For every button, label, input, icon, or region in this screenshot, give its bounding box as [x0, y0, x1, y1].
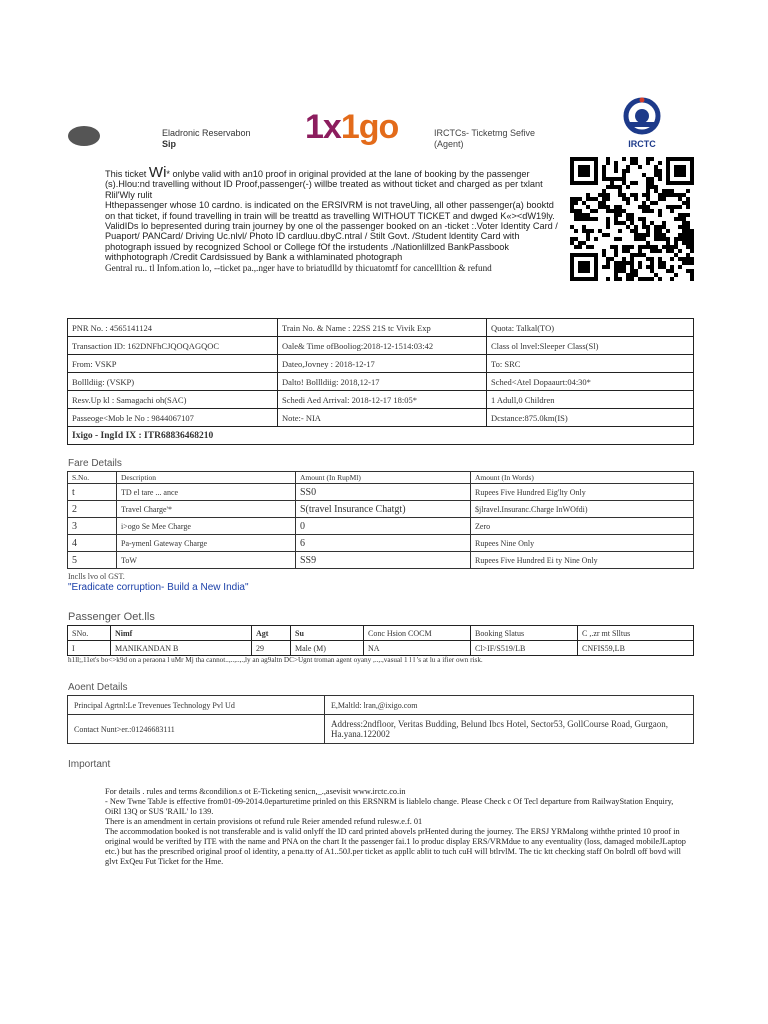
- dark-blob-decoration: [68, 126, 100, 146]
- fare-cell: Zero: [471, 518, 694, 535]
- fare-cell: t: [68, 484, 117, 501]
- booking-cell: Note:- NIA: [278, 409, 487, 427]
- booking-details-table: [67, 318, 694, 445]
- agent-email: E,Maltld: lran,@ixigo.com: [325, 696, 694, 715]
- passenger-header-row: [68, 626, 694, 641]
- important-note-4: The accommodation booked is not transferable and is valid onlyff the ID card printed abovels prHented during the journey. The ERSJ YRMalong withthe printed 10 proof in original would be verifted by ITE with the name and PNA on the chart It the passenger fai.1 lo produc display ERS/VRMdue to any eventuality (loss, damaged mobileJLaptop etc.) but has the prescribed original proof ol identity, a pena.tty of A1..50J.per ticket as appllc ablit to tuch cuH will btlrvlM. The tic ktt checking staff On bolrdl off bovd will glvt ExQeu Fut Ticket for the Hme.: [105, 827, 686, 866]
- irctc-agent-label: [434, 128, 535, 150]
- instruction-1-post: * onlybe valid with an10 proof in original provided at the lane of booking by the passenger (s).Hlou:nd travelling without ID Proof,passenger(-) willbe treated as without ticket and charged as per txlant Rlil'Wly rulit: [105, 169, 543, 200]
- passenger-row: [68, 641, 694, 656]
- booking-cell: Dateo,Jovney : 2018-12-17: [278, 355, 487, 373]
- fare-cell: ToW: [117, 552, 296, 569]
- fare-cell: Pa-ymenl Gateway Charge: [117, 535, 296, 552]
- passenger-footnote: h1ll;,11et's bo<>k9d on a peraona l uMr Mj tha cannot..,..,..,.,ly an ag9altn DC>Ugnt troman agent oyany ,..,.,vasual 1 l l 's at lu a ifier own risk.: [68, 656, 483, 664]
- fare-cell: Rupees Five Hundred Eig'lty Only: [471, 484, 694, 501]
- fare-row: [68, 552, 694, 569]
- important-note-1: For details . rules and terms &condilion.s ot E-Ticketing senicn,_.,asevisit www.irctc.co.in: [105, 787, 406, 796]
- booking-cell: Passeoge<Mob le No : 9844067107: [68, 409, 278, 427]
- fare-cell: 3: [68, 518, 117, 535]
- fare-header-cell: Description: [117, 472, 296, 484]
- booking-cell: Dcstance:875.0km(IS): [487, 409, 694, 427]
- instruction-1: [105, 164, 560, 200]
- booking-row: [68, 391, 694, 409]
- passenger-header-cell: C ,.zr mt Slltus: [578, 626, 694, 641]
- booking-cell: Bollldiig: (VSKP): [68, 373, 278, 391]
- instruction-4: Gentral ru.. tl Infom.ation lo, --ticket pa.,.nger have to briatudlld by thicuatomtf for cancellltion & refund: [105, 262, 492, 273]
- fare-section-title: Fare Details: [68, 458, 122, 469]
- fare-cell: Rupees Nine Only: [471, 535, 694, 552]
- passenger-cell: Male (M): [291, 641, 364, 656]
- fare-cell: 2: [68, 501, 117, 518]
- booking-cell: Resv.Up kl : Samagachi oh(SAC): [68, 391, 278, 409]
- passenger-cell: NA: [364, 641, 471, 656]
- passenger-cell: MANIKANDAN B: [111, 641, 252, 656]
- irctc-logo-text: IRCTC: [628, 139, 656, 149]
- fare-table: [67, 471, 694, 569]
- passenger-cell: Cl>IF/S519/LB: [471, 641, 578, 656]
- booking-cell: From: VSKP: [68, 355, 278, 373]
- fare-cell: SS0: [296, 484, 471, 501]
- qr-code-icon: [570, 157, 694, 281]
- agent-address: Address:2ndfloor, Veritas Budding, Belund Ibcs Hotel, Sector53, GollCourse Road, Gurgaon, Ha.yana.122002: [325, 715, 694, 744]
- fare-header-cell: Amount (In RupMl): [296, 472, 471, 484]
- agent-principal: Principal Agrtnl:Le Trevenues Technology Pvl Ud: [68, 696, 325, 715]
- fare-cell: SS9: [296, 552, 471, 569]
- fare-cell: Rupees Five Hundred Ei ty Nine Only: [471, 552, 694, 569]
- booking-cell: 1 Adull,0 Children: [487, 391, 694, 409]
- logo-part2: 1go: [340, 108, 399, 146]
- gst-note: Inclls lvo ol GST.: [68, 572, 125, 581]
- important-notes: [105, 787, 690, 867]
- instruction-1-pre: This ticket: [105, 169, 149, 179]
- booking-row: [68, 337, 694, 355]
- important-section-title: Important: [68, 759, 111, 770]
- fare-cell: 4: [68, 535, 117, 552]
- irctc-agent-line2: (Agent): [434, 139, 464, 149]
- fare-header-cell: S.No.: [68, 472, 117, 484]
- instruction-1-big: Wi: [148, 164, 167, 181]
- irctc-agent-line1: IRCTCs- Ticketmg Sefive: [434, 128, 536, 138]
- fare-row: [68, 518, 694, 535]
- passenger-cell: CNFIS59,LB: [578, 641, 694, 656]
- fare-cell: 0: [296, 518, 471, 535]
- booking-cell: Train No. & Name : 22SS 21S tc Vivik Exp: [278, 319, 487, 337]
- agent-section-title: Aoent Details: [68, 682, 128, 693]
- instruction-2: Hthepassenger whose 10 cardno. is indicated on the ERSlVRM is not traveUing, all other passenger(a) booktd on that ticket, if found travelling in train will be treattd as travelling WITHOUT TICKET and dwged K«><dW19ly.: [105, 200, 555, 221]
- fare-cell: S(travel Insurance Chatgt): [296, 501, 471, 518]
- passenger-header-cell: Nimf: [111, 626, 252, 641]
- booking-row: [68, 355, 694, 373]
- fare-row: [68, 535, 694, 552]
- passenger-table: [67, 625, 694, 656]
- ers-title: [162, 128, 251, 150]
- fare-header-cell: Amount (In Words): [471, 472, 694, 484]
- fare-cell: Travel Charge'*: [117, 501, 296, 518]
- booking-cell: To: SRC: [487, 355, 694, 373]
- fare-cell: i>ogo Se Mee Charge: [117, 518, 296, 535]
- irctc-logo-icon: [620, 96, 664, 150]
- logo-part1: 1x: [305, 108, 341, 146]
- fare-cell: 5: [68, 552, 117, 569]
- booking-cell: PNR No. : 4565141124: [68, 319, 278, 337]
- passenger-header-cell: SNo.: [68, 626, 111, 641]
- ixigo-id: Ixigo - IngId IX : ITR68836468210: [68, 427, 694, 445]
- booking-cell: Dalto! Bollldiig: 2018,12-17: [278, 373, 487, 391]
- booking-row: [68, 373, 694, 391]
- ers-title-line2: Sip: [162, 139, 177, 149]
- ers-title-line1: Eladronic Reservabon: [162, 128, 251, 138]
- booking-cell: Schedi Aed Arrival: 2018-12-17 18:05*: [278, 391, 487, 409]
- passenger-header-cell: Booking Slatus: [471, 626, 578, 641]
- fare-cell: 6: [296, 535, 471, 552]
- booking-cell: Oale& Time ofBooliog:2018-12-1514:03:42: [278, 337, 487, 355]
- important-note-2: - New Twne TabJe is effective from01-09-2014.0eparturetime prinled on this ERSNRM is liablelo change. Please Check c Of Tecl departure from RailwayStation Enquiry, OiRl 13Q or SUS 'RAIL' lo 139.: [105, 797, 674, 816]
- ticket-instructions: [105, 164, 560, 273]
- fare-cell: $jlravel.Insuranc.Charge InWOfdi): [471, 501, 694, 518]
- fare-row: [68, 501, 694, 518]
- agent-contact: Contact Nunt>er.:01246683111: [68, 715, 325, 744]
- passenger-header-cell: Conc Hsion COCM: [364, 626, 471, 641]
- booking-row: [68, 319, 694, 337]
- anti-corruption-slogan: "Eradicate corruption- Build a New India": [68, 582, 249, 593]
- instruction-3: ValidIDs lo bepresented during train journey by one ol the passenger booked on an -ticket :.Voter Identity Card / Puaport/ PANCard/ Driving Uc.nlvl/ Photo ID cardluu.dbyC.ntral / Stilt Govt. /Student ldentity Card with photograph issued by recognized School or College fOf the irstudents ./Nationlillzed BankPassbook withphotograph /Credit Cardsissued by Bank a withlaminated photograph: [105, 221, 558, 263]
- passenger-cell: I: [68, 641, 111, 656]
- passenger-cell: 29: [252, 641, 291, 656]
- passenger-section-title: Passenger Oet.lls: [68, 611, 155, 623]
- ixigo-logo: [305, 108, 398, 147]
- fare-header-row: [68, 472, 694, 484]
- agent-table: [67, 695, 694, 744]
- booking-cell: Quota: Talkal(TO): [487, 319, 694, 337]
- passenger-header-cell: Su: [291, 626, 364, 641]
- booking-cell: Transaction ID: 162DNFhCJQOQAGQOC: [68, 337, 278, 355]
- booking-cell: Class ol lnvel:Sleeper Class(Sl): [487, 337, 694, 355]
- passenger-header-cell: Agt: [252, 626, 291, 641]
- fare-row: [68, 484, 694, 501]
- booking-row: [68, 409, 694, 427]
- booking-cell: Sched<Atel Dopaaurt:04:30*: [487, 373, 694, 391]
- important-note-3: There is an amendment in certain provisions ot refund rule Reier amended refund rulesw.e.f. 01: [105, 817, 423, 826]
- fare-cell: TD el tare ... ance: [117, 484, 296, 501]
